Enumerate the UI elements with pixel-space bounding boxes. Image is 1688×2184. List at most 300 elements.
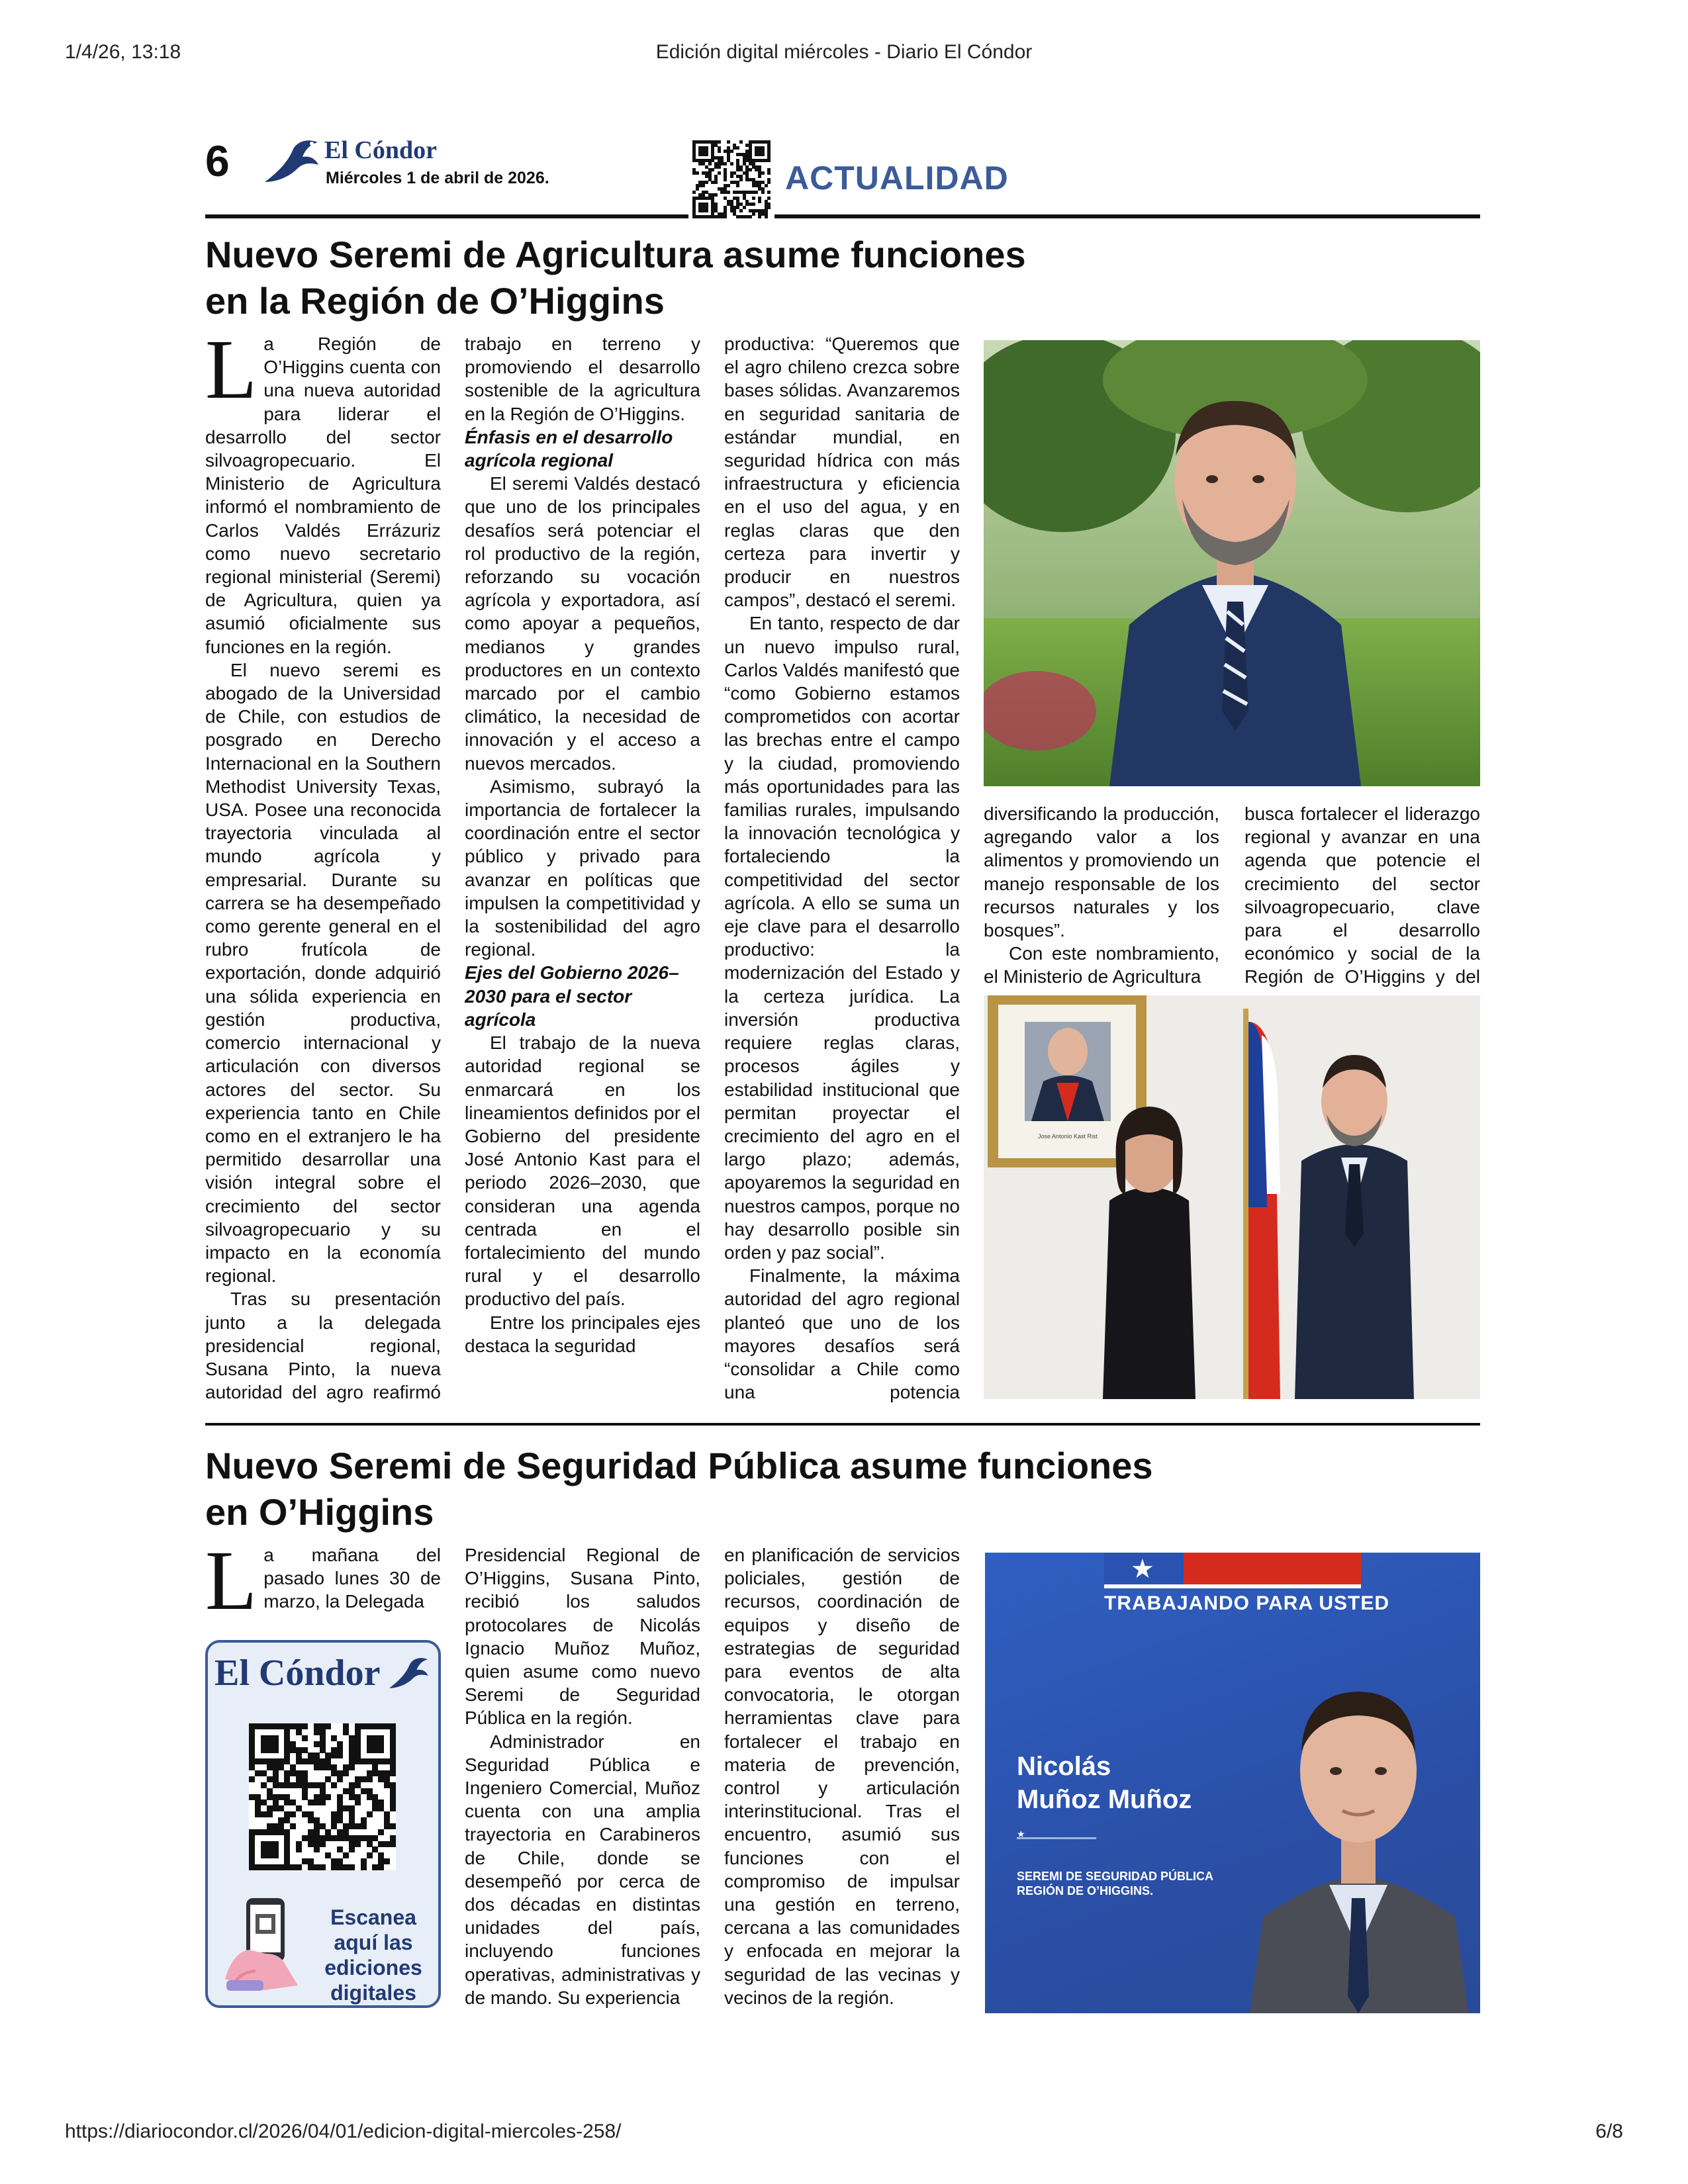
qr-module (390, 1770, 396, 1776)
article2-col3-intro: en planificación de servicios policiales, gestión de recursos, coordinación de equipos y diseño de estrategias de seguridad para eventos de alta convocatoria, le otorgan herramientas clave para fortalecer el trabajo en materia de prevención, control y articulación interinstitucional. Tras el encuentro, asumió sus funciones con el compromiso de impulsar una gestión en terreno, cercana a las comunidades y enfocada en mejorar la seguridad de las vecinas y vecinos de la región. (724, 1545, 960, 2008)
qr-module (705, 209, 708, 212)
print-url[interactable]: https://diariocondor.cl/2026/04/01/edicion-digital-miercoles-258/ (65, 2120, 622, 2142)
qr-module (290, 1741, 296, 1747)
qr-module (296, 1758, 302, 1764)
qr-module (372, 1794, 378, 1800)
qr-module (261, 1846, 267, 1852)
qr-module (255, 1811, 261, 1817)
qr-module (361, 1788, 367, 1794)
qr-module (331, 1835, 337, 1841)
qr-module (361, 1823, 367, 1829)
article1-subhead-2: Ejes del Gobierno 2026–2030 para el sector agrícola (465, 962, 679, 1030)
qr-module (367, 1770, 373, 1776)
qr-module (284, 1770, 290, 1776)
qr-module (278, 1817, 284, 1823)
qr-module (372, 1770, 378, 1776)
qr-module (278, 1805, 284, 1811)
qr-module (308, 1758, 314, 1764)
qr-module (284, 1811, 290, 1817)
qr-module (278, 1758, 284, 1764)
qr-module (308, 1782, 314, 1788)
qr-module (249, 1829, 255, 1835)
qr-module (343, 1723, 349, 1729)
qr-module (758, 200, 761, 203)
qr-module (249, 1747, 255, 1753)
banner-name-line2: Muñoz Muñoz (1017, 1785, 1192, 1814)
banner-divider (1017, 1837, 1096, 1839)
qr-module (284, 1864, 290, 1870)
qr-module (302, 1776, 308, 1782)
qr-module (331, 1735, 337, 1741)
condor-logo-icon (261, 136, 321, 189)
qr-module (343, 1829, 349, 1835)
qr-module (378, 1852, 384, 1858)
qr-module (739, 178, 743, 181)
qr-module (752, 197, 755, 200)
qr-module (273, 1770, 279, 1776)
qr-module (727, 140, 730, 144)
qr-module (372, 1864, 378, 1870)
qr-module (278, 1864, 284, 1870)
article1-col4-intro: diversificando la producción, agregando valor a los alimentos y promoviendo un manejo responsable de los recursos naturales y los bosques”. (984, 803, 1219, 941)
qr-module (367, 1776, 373, 1782)
qr-module (343, 1788, 349, 1794)
section-label: ACTUALIDAD (785, 159, 1009, 197)
security-seremi-banner (985, 1553, 1480, 2013)
qr-module (290, 1747, 296, 1753)
qr-module (390, 1735, 396, 1741)
qr-module (320, 1747, 326, 1753)
qr-module (278, 1723, 284, 1729)
qr-module (273, 1776, 279, 1782)
banner-white-stripe (1104, 1584, 1361, 1588)
qr-module (718, 150, 721, 153)
qr-module (296, 1752, 302, 1758)
qr-module (361, 1758, 367, 1764)
qr-module (355, 1723, 361, 1729)
qr-module (314, 1841, 320, 1847)
promo-text (314, 1905, 433, 2005)
qr-module (284, 1835, 290, 1841)
qr-module (308, 1811, 314, 1817)
qr-module (261, 1852, 267, 1858)
qr-module (314, 1741, 320, 1747)
qr-module (361, 1835, 367, 1841)
qr-module (372, 1805, 378, 1811)
qr-module (255, 1805, 261, 1811)
qr-module (320, 1794, 326, 1800)
promo-brand: El Cóndor (214, 1653, 381, 1694)
article2-headline-line1: Nuevo Seremi de Seguridad Pública asume funciones (205, 1445, 1153, 1486)
qr-module (758, 215, 761, 218)
qr-module (749, 168, 752, 171)
qr-module (730, 162, 733, 165)
qr-module (718, 171, 721, 175)
qr-module (249, 1735, 255, 1741)
qr-module (320, 1823, 326, 1829)
qr-module (355, 1835, 361, 1841)
qr-module (337, 1829, 343, 1835)
article1-column-4 (984, 802, 1219, 987)
qr-module (331, 1811, 337, 1817)
article1-column-1 (205, 332, 441, 1404)
qr-module (349, 1794, 355, 1800)
qr-module (273, 1735, 279, 1741)
article1-col4-paragraph-1: Con este nombramiento, el Ministerio de Agricultura (984, 943, 1219, 987)
qr-module (296, 1723, 302, 1729)
qr-module (337, 1846, 343, 1852)
masthead-brand: El Cóndor (324, 136, 437, 164)
qr-module (296, 1747, 302, 1753)
qr-module (337, 1776, 343, 1782)
qr-module (284, 1741, 290, 1747)
qr-module (320, 1741, 326, 1747)
qr-module (692, 191, 696, 194)
qr-module (390, 1729, 396, 1735)
qr-module (284, 1747, 290, 1753)
qr-module (705, 181, 708, 184)
qr-module (355, 1758, 361, 1764)
qr-module (390, 1841, 396, 1847)
qr-module (267, 1794, 273, 1800)
qr-module (361, 1723, 367, 1729)
qr-module (261, 1811, 267, 1817)
qr-module (331, 1817, 337, 1823)
article1-col2-paragraph-4: Entre los principales ejes destaca la seguridad (465, 1312, 700, 1356)
qr-module (337, 1752, 343, 1758)
qr-module (273, 1805, 279, 1811)
qr-module (249, 1776, 255, 1782)
qr-module (249, 1752, 255, 1758)
qr-module (384, 1723, 390, 1729)
qr-module (331, 1764, 337, 1770)
article1-col3-paragraph-2: Finalmente, la máxima autoridad del agro regional planteó que uno de los mayores desafíos será “consolidar a Chile como una potencia (724, 1265, 960, 1403)
qr-module (261, 1782, 267, 1788)
qr-module (290, 1823, 296, 1829)
qr-module (331, 1747, 337, 1753)
qr-module (284, 1735, 290, 1741)
qr-module (320, 1799, 326, 1805)
qr-module (308, 1841, 314, 1847)
qr-module (724, 162, 727, 165)
qr-module (325, 1752, 331, 1758)
qr-module (349, 1741, 355, 1747)
phone-scan-icon (220, 1893, 312, 1992)
promo-text-line3: ediciones (324, 1956, 422, 1979)
qr-module (308, 1752, 314, 1758)
qr-module (384, 1770, 390, 1776)
qr-module (349, 1835, 355, 1841)
digital-editions-promo[interactable] (205, 1640, 441, 2008)
qr-module (261, 1758, 267, 1764)
qr-module (284, 1752, 290, 1758)
qr-module (284, 1829, 290, 1835)
article1-col3-intro: productiva: “Queremos que el agro chileno crezca sobre bases sólidas. Avanzaremos en seguridad sanitaria de estándar mundial, en seguridad hídrica con más infraestructura y eficiencia en el uso del agua, y en reglas claras que den certeza para invertir y producir en nuestros campos”, destacó el seremi. (724, 334, 960, 611)
qr-module (314, 1782, 320, 1788)
qr-module (278, 1823, 284, 1829)
qr-module (273, 1741, 279, 1747)
article1-headline-line1: Nuevo Seremi de Agricultura asume funciones (205, 234, 1026, 275)
qr-module (349, 1864, 355, 1870)
qr-module (378, 1805, 384, 1811)
qr-module (367, 1747, 373, 1753)
qr-module (761, 191, 765, 194)
qr-module (308, 1835, 314, 1841)
article1-col2-paragraph-3: El trabajo de la nueva autoridad regional se enmarcará en los lineamientos definidos por el Gobierno del presidente José Antonio Kast para el periodo 2026–2030, que consideran una agenda centrada en el fortalecimiento del mundo rural y el desarrollo productivo del país. (465, 1032, 700, 1310)
qr-module (278, 1764, 284, 1770)
qr-module (314, 1864, 320, 1870)
article1-headline (205, 232, 1463, 324)
qr-module (378, 1776, 384, 1782)
qr-module (278, 1829, 284, 1835)
qr-module (296, 1805, 302, 1811)
qr-module (267, 1841, 273, 1847)
qr-module (767, 159, 771, 162)
qr-module (378, 1864, 384, 1870)
qr-module (273, 1764, 279, 1770)
promo-condor-icon (385, 1655, 432, 1693)
qr-module (267, 1735, 273, 1741)
qr-module (349, 1747, 355, 1753)
qr-module (284, 1794, 290, 1800)
qr-module (337, 1864, 343, 1870)
qr-module (314, 1823, 320, 1829)
qr-module (767, 191, 771, 194)
banner-role (1017, 1869, 1213, 1898)
qr-module (302, 1782, 308, 1788)
qr-module (249, 1852, 255, 1858)
qr-module (355, 1776, 361, 1782)
qr-module (331, 1823, 337, 1829)
qr-module (390, 1723, 396, 1729)
qr-module (355, 1782, 361, 1788)
qr-module (325, 1723, 331, 1729)
qr-module (273, 1864, 279, 1870)
qr-module (249, 1841, 255, 1847)
qr-module (361, 1858, 367, 1864)
article1-col1-paragraph-3: Tras su presentación junto a la delegada presidencial regional, Susana Pinto, la nueva autoridad del agro reafirmó (205, 1289, 441, 1403)
banner-divider-star-icon: ★ (1017, 1829, 1025, 1839)
qr-module (378, 1723, 384, 1729)
qr-module (343, 1805, 349, 1811)
qr-module (337, 1794, 343, 1800)
qr-module (273, 1782, 279, 1788)
qr-module (343, 1770, 349, 1776)
qr-module (367, 1852, 373, 1858)
qr-module (261, 1747, 267, 1753)
print-page-title: Edición digital miércoles - Diario El Cóndor (655, 41, 1033, 63)
qr-module (390, 1799, 396, 1805)
qr-module (727, 191, 730, 194)
qr-module (290, 1770, 296, 1776)
qr-module (325, 1852, 331, 1858)
qr-module (314, 1752, 320, 1758)
qr-module (249, 1741, 255, 1747)
qr-module (267, 1846, 273, 1852)
qr-module (320, 1788, 326, 1794)
qr-module (378, 1799, 384, 1805)
qr-module (308, 1817, 314, 1823)
qr-module (296, 1782, 302, 1788)
qr-module (714, 181, 718, 184)
qr-module (284, 1729, 290, 1735)
qr-module (378, 1858, 384, 1864)
qr-module (349, 1782, 355, 1788)
qr-module (730, 150, 733, 153)
qr-module (255, 1794, 261, 1800)
qr-module (284, 1782, 290, 1788)
qr-module (349, 1841, 355, 1847)
qr-module (267, 1823, 273, 1829)
qr-module (320, 1782, 326, 1788)
qr-module (290, 1782, 296, 1788)
article1-photo-delegate (984, 995, 1480, 1399)
qr-module (337, 1835, 343, 1841)
qr-module (273, 1799, 279, 1805)
print-timestamp: 1/4/26, 13:18 (65, 41, 181, 63)
qr-module (337, 1747, 343, 1753)
qr-module (255, 1723, 261, 1729)
qr-module (384, 1817, 390, 1823)
qr-module (249, 1794, 255, 1800)
qr-module (384, 1858, 390, 1864)
qr-module (390, 1782, 396, 1788)
qr-module (284, 1799, 290, 1805)
qr-module (314, 1794, 320, 1800)
qr-module (767, 206, 771, 209)
qr-module (261, 1864, 267, 1870)
qr-module (325, 1794, 331, 1800)
qr-module (355, 1729, 361, 1735)
qr-module (320, 1864, 326, 1870)
qr-module (718, 165, 721, 169)
qr-module (390, 1752, 396, 1758)
print-page-indicator: 6/8 (1595, 2120, 1623, 2142)
qr-module (355, 1841, 361, 1847)
qr-module (343, 1764, 349, 1770)
qr-module (325, 1776, 331, 1782)
qr-module (267, 1852, 273, 1858)
qr-module (702, 184, 705, 187)
qr-module (367, 1788, 373, 1794)
qr-module (308, 1864, 314, 1870)
qr-module (696, 171, 699, 175)
qr-module (331, 1782, 337, 1788)
qr-module (355, 1735, 361, 1741)
article1-col3-paragraph-1: En tanto, respecto de dar un nuevo impulso rural, Carlos Valdés manifestó que “como Gobierno estamos comprometidos con acortar las brechas entre el campo y la ciudad, promoviendo más oportunidades para las familias rurales, impulsando la innovación tecnológica y fortaleciendo la competitividad del sector agrícola. A ello se suma un eje clave para el desarrollo productivo: la modernización del Estado y la certeza jurídica. La inversión productiva requiere reglas claras, procesos ágiles y estabilidad institucional que permitan proyectar el crecimiento del agro en el largo plazo; además, apoyaremos la seguridad en nuestros campos, porque no hay desarrollo posible sin orden y paz social”. (724, 613, 960, 1263)
qr-module (278, 1794, 284, 1800)
qr-module (752, 203, 755, 206)
qr-module (361, 1776, 367, 1782)
qr-module (752, 212, 755, 216)
qr-module (290, 1764, 296, 1770)
qr-module (390, 1823, 396, 1829)
qr-module (372, 1723, 378, 1729)
qr-module (308, 1858, 314, 1864)
qr-module (302, 1735, 308, 1741)
qr-module (361, 1817, 367, 1823)
qr-module (314, 1817, 320, 1823)
qr-module (273, 1758, 279, 1764)
qr-module (736, 184, 739, 187)
qr-module (343, 1823, 349, 1829)
qr-module (302, 1770, 308, 1776)
qr-module (273, 1723, 279, 1729)
qr-module (314, 1764, 320, 1770)
qr-module (349, 1846, 355, 1852)
qr-module (331, 1752, 337, 1758)
qr-module (296, 1841, 302, 1847)
qr-module (355, 1747, 361, 1753)
qr-module (278, 1782, 284, 1788)
qr-module (302, 1788, 308, 1794)
qr-module (320, 1735, 326, 1741)
qr-module (302, 1723, 308, 1729)
qr-module (284, 1852, 290, 1858)
qr-module (320, 1841, 326, 1847)
qr-module (273, 1846, 279, 1852)
promo-qr-code[interactable] (249, 1723, 396, 1870)
qr-module (284, 1758, 290, 1764)
qr-module (296, 1846, 302, 1852)
qr-module (314, 1835, 320, 1841)
qr-module (296, 1776, 302, 1782)
qr-module (249, 1723, 255, 1729)
qr-module (349, 1788, 355, 1794)
qr-module (267, 1805, 273, 1811)
qr-module (284, 1858, 290, 1864)
qr-module (337, 1799, 343, 1805)
qr-module (290, 1811, 296, 1817)
qr-module (349, 1811, 355, 1817)
qr-module (261, 1741, 267, 1747)
promo-text-line4: digitales (330, 1981, 416, 2005)
qr-module (767, 171, 771, 175)
qr-module (767, 197, 771, 200)
qr-module (367, 1741, 373, 1747)
qr-module (249, 1864, 255, 1870)
qr-module (337, 1817, 343, 1823)
qr-module (711, 168, 714, 171)
qr-module (349, 1817, 355, 1823)
qr-module (367, 1835, 373, 1841)
qr-module (314, 1799, 320, 1805)
qr-module (761, 171, 765, 175)
qr-module (724, 178, 727, 181)
portrait-frame-caption: Jose Antonio Kast Rist (1037, 1133, 1098, 1140)
qr-module (331, 1858, 337, 1864)
qr-module (758, 175, 761, 178)
qr-module (273, 1794, 279, 1800)
qr-module (718, 140, 721, 144)
qr-module (255, 1770, 261, 1776)
qr-module (261, 1723, 267, 1729)
qr-module (372, 1846, 378, 1852)
qr-module (378, 1747, 384, 1753)
qr-module (708, 162, 712, 165)
qr-module (302, 1835, 308, 1841)
qr-module (367, 1723, 373, 1729)
masthead-rule-left (205, 214, 688, 218)
qr-module (730, 175, 733, 178)
qr-module (390, 1764, 396, 1770)
qr-module (378, 1770, 384, 1776)
qr-module (290, 1723, 296, 1729)
qr-module (331, 1770, 337, 1776)
qr-module (314, 1846, 320, 1852)
qr-module (767, 181, 771, 184)
qr-module (325, 1758, 331, 1764)
